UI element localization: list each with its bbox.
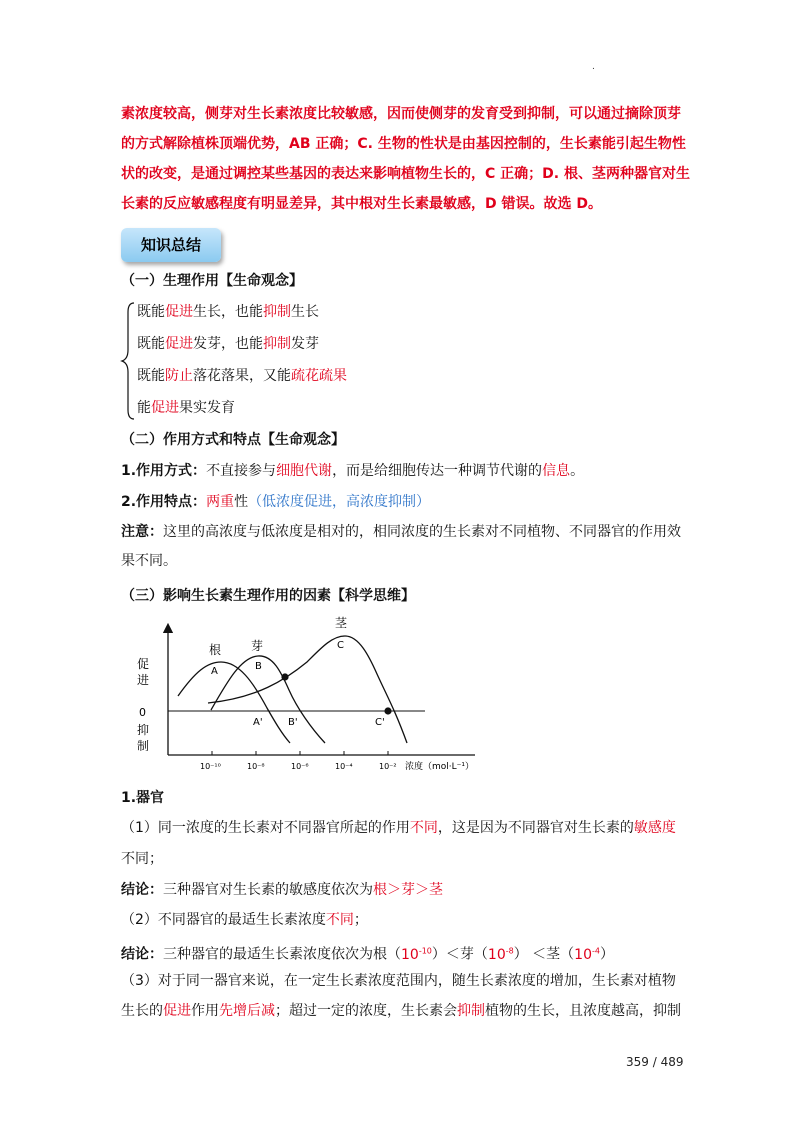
note-line-2: 果不同。 (121, 553, 177, 569)
conclusion-2: 结论：三种器官的最适生长素浓度依次为根$(10^{-10})<$芽$(10^{-8})$ ＜茎$(10^{-4})$ (121, 946, 614, 963)
y-label-promote-2: 进 (137, 673, 150, 687)
x-tick-label: 10⁻⁴ (335, 762, 353, 771)
y-label-promote-1: 促 (137, 657, 150, 671)
note-line-1: 注意：这里的高浓度与低浓度是相对的，相同浓度的生长素对不同植物、不同器官的作用效 (121, 524, 681, 540)
root-cross-label: A' (253, 717, 263, 728)
explanation-line-1: 素浓度较高，侧芽对生长素浓度比较敏感，因而使侧芽的发育受到抑制，可以通过摘除顶芽 (121, 106, 681, 122)
explanation-line-3: 状的改变，是通过调控某些基因的表达来影响植物生长的，C 正确；D. 根、茎两种器官对生 (121, 166, 690, 182)
y-label-inhibit-2: 制 (137, 739, 150, 753)
root-name-label: 根 (209, 643, 222, 657)
x-tick-label: 10⁻¹⁰ (200, 762, 221, 771)
organ-heading: 1.器官 (121, 790, 165, 806)
organ-point-1-cont: 不同； (121, 851, 163, 867)
section1-title: （一）生理作用【生命观念】 (121, 273, 303, 289)
y-label-inhibit-1: 抑 (137, 723, 150, 737)
stem-zero-dot (384, 707, 391, 714)
section3-title: （三）影响生长素生理作用的因素【科学思维】 (121, 588, 415, 604)
mode-of-action: 1.作用方式：不直接参与细胞代谢，而是给细胞传达一种调节代谢的信息。 (121, 463, 585, 479)
page-number: 359 / 489 (626, 1055, 684, 1069)
section2-title: （二）作用方式和特点【生命观念】 (121, 432, 345, 448)
function-item-2: 既能促进发芽，也能抑制发芽 (137, 336, 319, 352)
root-peak-label: A (211, 666, 218, 677)
curly-brace (120, 300, 136, 422)
auxin-concentration-graph (125, 610, 485, 775)
organ-point-2: （2）不同器官的最适生长素浓度不同； (121, 912, 368, 928)
root-curve (178, 662, 290, 743)
conclusion-1: 结论：三种器官对生长素的敏感度依次为根＞芽＞茎 (121, 882, 443, 898)
intersection-dot (281, 673, 288, 680)
function-item-4: 能促进果实发育 (137, 400, 235, 416)
page-marker: . (592, 62, 595, 72)
bud-cross-label: B' (288, 717, 298, 728)
stem-cross-label: C' (375, 717, 385, 728)
organ-point-3-line-1: （3）对于同一器官来说，在一定生长素浓度范围内，随生长素浓度的增加，生长素对植物 (121, 973, 676, 989)
stem-peak-label: C (337, 640, 344, 651)
x-tick-label: 10⁻² (379, 762, 397, 771)
x-tick-label: 10⁻⁸ (247, 762, 265, 771)
organ-point-3-line-2: 生长的促进作用先增后减；超过一定的浓度，生长素会抑制植物的生长，且浓度越高，抑制 (121, 1003, 681, 1019)
function-item-3: 既能防止落花落果，又能疏花疏果 (137, 368, 347, 384)
x-axis-label: 浓度（mol·L⁻¹） (405, 762, 475, 772)
bud-peak-label: B (255, 661, 262, 672)
x-tick-label: 10⁻⁶ (291, 762, 309, 771)
knowledge-summary-badge: 知识总结 (121, 228, 221, 262)
explanation-line-2: 的方式解除植株顶端优势，AB 正确；C. 生物的性状是由基因控制的，生长素能引起生物性 (121, 136, 686, 152)
organ-point-1: （1）同一浓度的生长素对不同器官所起的作用不同，这是因为不同器官对生长素的敏感度 (121, 820, 676, 836)
explanation-line-4: 长素的反应敏感程度有明显差异，其中根对生长素最敏感，D 错误。故选 D。 (121, 196, 602, 212)
bud-name-label: 芽 (251, 639, 264, 653)
action-feature: 2.作用特点：两重性（低浓度促进，高浓度抑制） (121, 494, 431, 510)
origin-label: 0 (139, 706, 146, 719)
stem-name-label: 茎 (335, 616, 348, 630)
function-item-1: 既能促进生长，也能抑制生长 (137, 304, 319, 320)
